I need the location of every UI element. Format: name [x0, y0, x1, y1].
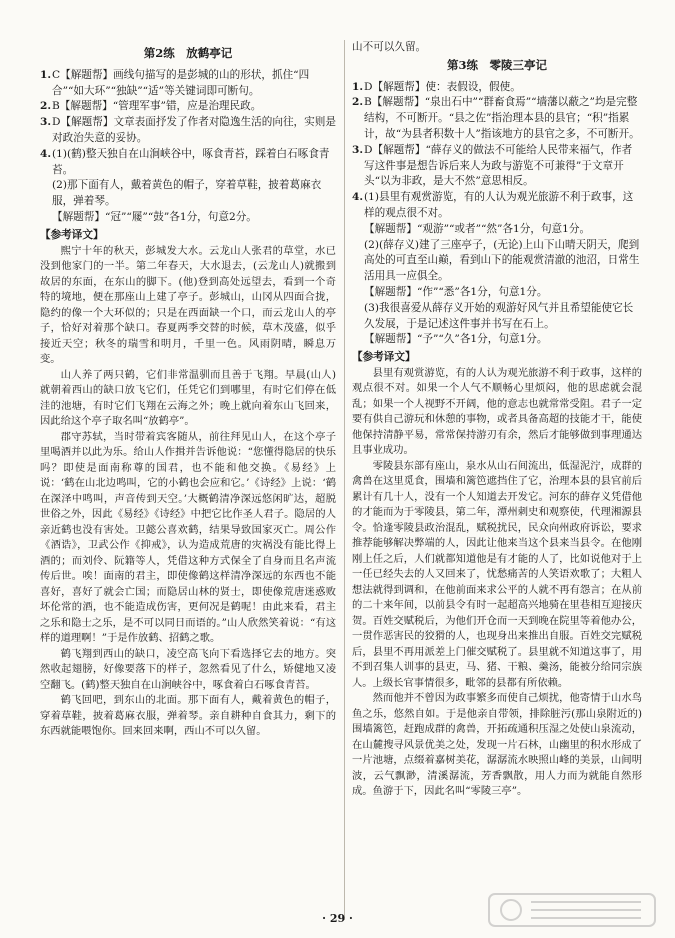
translation-paragraph: 零陵县东部有座山，泉水从山石间流出，低湿泥泞，成群的禽兽在这里觅食，围墙和篱笆遮挡住了它，治理本县的县官前后累计有几十人，没有一个人知道去开发它。河东的薛存义凭借他的才能而为于零陵县，第二年，潭州刺史和观察使，代理湘源县令。恰逢零陵县政治混乱，赋税扰民，民众向州政府诉讼，要求推荐能够解决弊端的人，因此让他来当这个县来当县令。在他刚刚上任之后，人们就都知道他是有才能的人了，比如说他对于上一任已经失去的人又回来了，忧愁痛苦的人笑语欢歌了；大粗人想法就得到调和，在他前面来求公平的人就不再有怨言；在从前的二十来年间，以前县令有时一起超高兴地骑在里巷相互迎接庆贺。百姓交赋税后，为他们开仓而一天到晚在院里等着他办公，一贯作恶害民的狡猾的人，也现身出来推出自服。百姓交完赋税后，县里不再用派差上门催交赋税了。县里就不知道这事了，用不到召集人训事的县吏，马、猪、干粮、羹汤，能被分给同宗族人。上级长官事情很多，毗邻的县都有所依赖。	[352, 459, 642, 689]
answer-4: 4. (1)(鹤)整天独自在山涧峡谷中，啄食青苔，踩着白石啄食青苔。 (2)那下面有人，戴着黄色的帽子，穿着草鞋，披着葛麻衣服，弹着琴。 【解题帮】“冠”“屦”“鼓”各1分，句意2分。	[40, 147, 330, 223]
translation-paragraph: 山人养了两只鹤，它们非常温驯而且善于飞翔。早晨(山人)就朝着西山的缺口放飞它们，任凭它们到哪里，有时它们停在低洼的池塘，有时它们飞翔在云海之外；晚上就向着东山飞回来，因此给这个亭子取名叫“放鹤亭”。	[40, 368, 336, 428]
reference-translation-label: 【参考译文】	[40, 228, 104, 241]
reference-translation-label: 【参考译文】	[352, 351, 416, 364]
answer-3: 3. D【解题帮】“薛存义的做法不可能给人民带来福气，作者写这件事是想告诉后来人为政与游览不可兼得”于文章开头“以为非政，是大不然”意思相反。	[352, 143, 633, 188]
section-title-3: 第3练 零陵三亭记	[446, 57, 547, 72]
carryover-line: 山不可以久留。	[352, 41, 427, 53]
right-column	[352, 40, 642, 800]
translation-paragraph: 熙宁十年的秋天，彭城发大水。云龙山人张君的草堂，水已没到他家门的一半。第二年春天，大水退去，(云龙山人)就搬到故居的东面，在东山的脚下。(他)登到高处远望去，看到一个奇特的境地，便在那座山上建了亭子。彭城山，山冈从四面合拢，隐约的像一个大环似的；只是在西面缺一个口，而云龙山人的亭子，恰好对着那个缺口。春夏两季交替的时候，草木茂盛，似乎接近天空；秋冬的瑞雪和明月，千里一色。风雨阴晴，瞬息万变。	[40, 244, 336, 366]
answer-2: 2. B【解题帮】“管理军事”错，应是治理民政。	[40, 100, 262, 113]
answer-4: 4. (1)县里有观赏游览，有的人认为观光旅游不利于政事，这样的观点很不对。 【解题帮】“观游”“或者”“然”各1分，句意1分。 (2)(薛存义)建了三座亭子，(无论)上山下山晴天阴天，爬到高处的可直至山巅，看到山下的能观赏清澈的池沼，日常生活用具一应俱全。 【解题帮】“作”“悉”各1分，句意1分。 (3)我很喜爱从薛存义开始的观游好风气并且希望能使它长久发展，于是记述这件事并书写在石上。 【解题帮】“予”“久”各1分，句意1分。	[352, 191, 640, 346]
translation-paragraph: 鹤飞回吧，到东山的北面。那下面有人，戴着黄色的帽子，穿着草鞋，披着葛麻衣服，弹着琴。亲自耕种自食其力，剩下的东西就能喂饱你。回来回来啊，西山不可以久留。	[40, 694, 336, 738]
page-number: · 29 ·	[322, 912, 353, 925]
answer-1: 1. C【解题帮】画线句描写的是彭城的山的形状，抓住“四合”“如大环”“独缺”“适”等关键词即可断句。	[40, 68, 310, 97]
left-column	[40, 44, 336, 740]
column-divider	[344, 40, 345, 920]
translation-paragraph: 郡守苏轼，当时带着宾客随从，前往拜见山人，在这个亭子里喝酒并以此为乐。给山人作揖并告诉他说：“您懂得隐居的快乐吗？即使是面南称尊的国君，也不能和他交换。《易经》上说：‘鹤在山北边鸣叫，它的小鹤也会应和它。’《诗经》上说：‘鹤在深泽中鸣叫，声音传到天空。’大概鹤清净深远悠闲旷达，超脱世俗之外，因此《易经》《诗经》中把它比作圣人君子。隐居的人亲近鹤也没有害处。卫懿公喜欢鹤，结果导致国家灭亡。周公作《酒诰》，卫武公作《抑戒》，认为造成荒唐的灾祸没有能比得上酒的；而刘伶、阮籍等人，凭借这种方式保全了自身而且名声流传后世。唉！面南的君主，即使像鹤这样清净深远的东西也不能喜好，喜好了就会亡国；而隐居山林的贤士，即使像荒唐迷惑败坏伦常的酒，也不能造成伤害，更何况是鹤呢！由此来看，君主之乐和隐士之乐，是不可以同日而语的。”山人欣然笑着说：“有这样的道理啊！”于是作放鹤、招鹤之歌。	[40, 430, 336, 645]
answer-1: 1. D【解题帮】使：表假设，假使。	[352, 80, 521, 93]
translation-paragraph: 然而他并不曾因为政事繁多而使自己烦扰，他寄情于山水鸟鱼之乐，悠然自如。于是他亲自带领，排除脏污(那山泉附近的)围墙篱笆，赶跑成群的禽兽，开拓疏通积压湿之处使山泉流动，在山麓搜寻风景优美之处，发现一片石林，山幽里的积水形成了一片池塘，点缀着嘉树美花，潺潺流水映照山峰的美景，山间明波，云气飘渺，清溪潺流，芳香飘散，用人力而为就能自然形成。鱼游于下，因此名叫“零陵三亭”。	[352, 692, 642, 798]
section-title-2: 第2练 放鹤亭记	[143, 46, 233, 60]
translation-paragraph: 县里有观赏游览，有的人认为观光旅游不利于政事，这样的观点很不对。如果一个人气不顺畅心里烦闷，他的思虑就会混乱；如果一个人视野不开阔，他的意志也就常常受阻。君子一定要有供自己游玩和休憩的事物，或者具备高超的技能才干，能使他保持清静平易，常常保持游刃有余，然后才能够做到事理通达且事业成功。	[352, 366, 642, 457]
translation-paragraph: 鹤飞翔到西山的缺口，凌空高飞向下看选择它去的地方。突然收起翅膀，好像要落下的样子，忽然看见了什么，矫健地又凌空翻飞。(鹤)整天独自在山涧峡谷中，啄食着白石啄食青苔。	[40, 647, 336, 691]
answer-3: 3. D【解题帮】文章表面抒发了作者对隐逸生活的向往，实则是对政治失意的妥协。	[40, 116, 336, 144]
answer-2: 2. B【解题帮】“泉出石中”“群畜食焉”“墙藩以蔽之”均是完整结构，不可断开。“县之佐”指治理本县的县官；“积”指累计，故“为县者积数十人”指该地方的县官之多，不可断开。	[352, 96, 640, 140]
watermark-stamp	[487, 890, 657, 930]
